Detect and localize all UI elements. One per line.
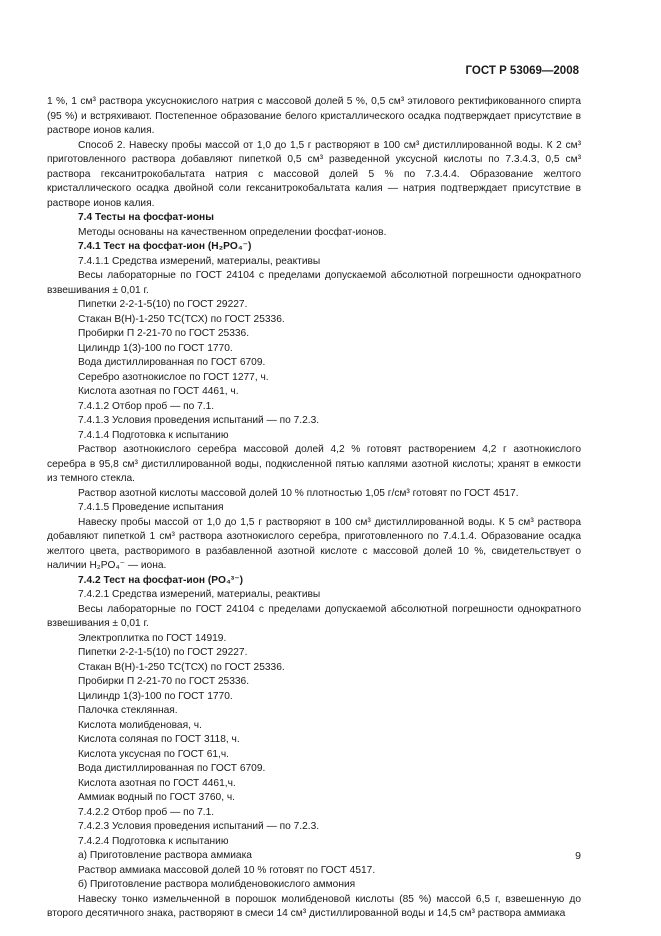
standard-header: ГОСТ Р 53069—2008 [465,65,579,77]
paragraph: Раствор азотной кислоты массовой долей 10 % плотностью 1,05 г/см³ готовят по ГОСТ 4517. [78,487,519,499]
paragraph: 7.4.2.3 Условия проведения испытаний — по 7.2.3. [78,821,320,832]
paragraph: Раствор азотнокислого серебра массовой долей 4,2 % готовят растворением 4,2 г азотнокислого серебра в 95,8 см³ дистиллированной воды, подкисленной пятью каплями азотной кислоты; хранят в емкости из темного стекла. [47,444,581,484]
paragraph: Способ 2. Навеску пробы массой от 1,0 до 1,5 г растворяют в 100 см³ дистиллированной воды. К 2 см³ приготовленного раствора добавляют пипеткой 0,5 см³ разведенной уксусной кислоты по 7.3.4.3, 0,5 см³ раствора гексанитрокобальтата натрия с массовой долей 5 % по 7.3.4.4. Образование желтого кристаллического осадка двойной соли гексанитрокобальтата калия — натрия подтверждает присутствие в растворе ионов калия. [47,139,581,209]
paragraph: Навеску тонко измельченной в порошок молибденовой кислоты (85 %) массой 6,5 г, взвешенную до второго десятичного знака, растворяют в смеси 14 см³ дистиллированной воды и 14,5 см³ раствора аммиака [47,893,581,919]
paragraph: Цилиндр 1(3)-100 по ГОСТ 1770. [78,342,233,354]
section-heading: 7.4 Тесты на фосфат-ионы [78,212,214,223]
paragraph: Кислота азотная по ГОСТ 4461, ч. [78,386,239,397]
paragraph: Пробирки П 2-21-70 по ГОСТ 25336. [78,676,250,687]
paragraph: Кислота молибденовая, ч. [78,719,202,731]
paragraph: Аммиак водный по ГОСТ 3760, ч. [78,792,236,803]
paragraph: 7.4.1.1 Средства измерений, материалы, реактивы [78,255,321,267]
paragraph: Электроплитка по ГОСТ 14919. [78,632,227,644]
paragraph: Кислота соляная по ГОСТ 3118, ч. [78,734,240,745]
paragraph: Весы лабораторные по ГОСТ 24104 с пределами допускаемой абсолютной погрешности однократного взвешивания ± 0,01 г. [47,270,581,296]
paragraph: 7.4.2.2 Отбор проб — по 7.1. [78,806,215,818]
paragraph: 7.4.1.2 Отбор проб — по 7.1. [78,400,215,412]
paragraph: Вода дистиллированная по ГОСТ 6709. [78,763,266,774]
page-number: 9 [575,850,581,862]
paragraph: Стакан В(Н)-1-250 ТС(ТСХ) по ГОСТ 25336. [78,313,285,325]
paragraph: а) Приготовление раствора аммиака [78,850,252,861]
paragraph: Кислота уксусная по ГОСТ 61,ч. [78,748,229,760]
paragraph: 7.4.1.4 Подготовка к испытанию [78,429,229,441]
paragraph: 7.4.2.1 Средства измерений, материалы, реактивы [78,589,321,600]
paragraph: Раствор аммиака массовой долей 10 % готовят по ГОСТ 4517. [78,864,376,876]
paragraph: 7.4.2.4 Подготовка к испытанию [78,835,229,847]
paragraph: Методы основаны на качественном определении фосфат-ионов. [78,226,387,238]
paragraph: б) Приготовление раствора молибденовокислого аммония [78,879,356,890]
section-heading: 7.4.2 Тест на фосфат-ион (PO₄³⁻) [78,574,243,586]
paragraph: Пробирки П 2-21-70 по ГОСТ 25336. [78,328,250,339]
paragraph: 1 %, 1 см³ раствора уксуснокислого натрия с массовой долей 5 %, 0,5 см³ этилового ректификованного спирта (95 %) и встряхивают. Постепенное образование белого кристаллического осадка подтверждает присутствие в растворе ионов калия. [47,96,581,136]
paragraph: Серебро азотнокислое по ГОСТ 1277, ч. [78,371,269,383]
paragraph: Весы лабораторные по ГОСТ 24104 с пределами допускаемой абсолютной погрешности однократного взвешивания ± 0,01 г. [47,603,581,629]
paragraph: Вода дистиллированная по ГОСТ 6709. [78,357,266,368]
paragraph: Цилиндр 1(3)-100 по ГОСТ 1770. [78,690,233,702]
paragraph: Пипетки 2-2-1-5(10) по ГОСТ 29227. [78,299,248,310]
paragraph: Пипетки 2-2-1-5(10) по ГОСТ 29227. [78,647,248,658]
paragraph: Палочка стеклянная. [78,705,178,716]
document-body [47,95,581,922]
paragraph: Навеску пробы массой от 1,0 до 1,5 г растворяют в 100 см³ дистиллированной воды. К 5 см³ раствора добавляют пипеткой 1 см³ раствора азотнокислого серебра, приготовленного по 7.4.1.4. Образование осадка желтого цвета, растворимого в разбавленной азотной кислоте с массовой долей 10 %, свидетельствует о наличии H₂PO₄⁻ — иона. [47,516,581,571]
paragraph: 7.4.1.5 Проведение испытания [78,502,224,513]
section-heading: 7.4.1 Тест на фосфат-ион (H₂PO₄⁻) [78,241,252,252]
paragraph: Стакан В(Н)-1-250 ТС(ТСХ) по ГОСТ 25336. [78,661,285,673]
paragraph: 7.4.1.3 Условия проведения испытаний — по 7.2.3. [78,415,320,426]
paragraph: Кислота азотная по ГОСТ 4461,ч. [78,777,236,789]
